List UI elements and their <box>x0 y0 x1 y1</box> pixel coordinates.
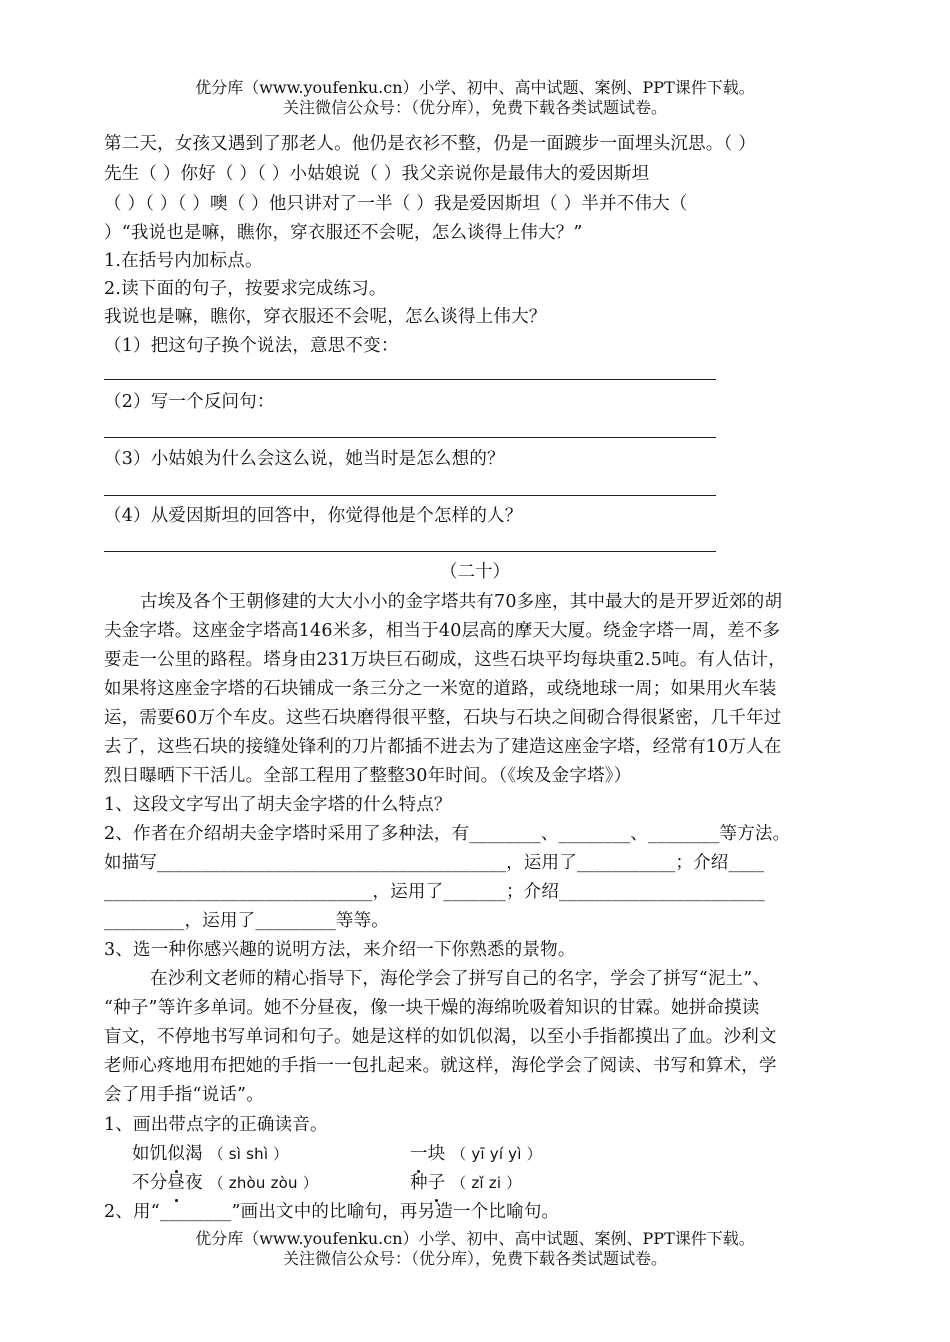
dotted-char: 似 <box>167 1141 185 1167</box>
pronunciation-item <box>410 1141 542 1167</box>
answer-line[interactable] <box>104 379 716 380</box>
dotted-char: 一 <box>410 1141 428 1167</box>
sub-question-1: （1）把这句子换个说法，意思不变： <box>104 336 399 356</box>
pinyin-options[interactable]: （ zhòu zòu ） <box>208 1174 318 1192</box>
passage-line: 要走一公里的路程。塔身由231万块巨石砌成，这些石块平均每块重2.5吨。有人估计， <box>104 650 786 670</box>
pronunciation-item <box>132 1170 318 1196</box>
question-3: 3、选一种你感兴趣的说明方法，来介绍一下你熟悉的景物。 <box>104 940 576 960</box>
word-suffix: 夜 <box>185 1173 203 1193</box>
pinyin-options[interactable]: （ sì shì ） <box>208 1145 289 1163</box>
word-suffix: 渴 <box>185 1144 203 1164</box>
dotted-char: 子 <box>428 1170 446 1196</box>
footer-line-1: 优分库（www.youfenku.cn）小学、初中、高中试题、案例、PPT课件下载。 <box>195 1229 755 1248</box>
pinyin-options[interactable]: （ zǐ zi ） <box>451 1174 522 1192</box>
passage-line: 古埃及各个王朝修建的大大小小的金字塔共有70多座，其中最大的是开罗近郊的胡 <box>140 592 783 612</box>
answer-line[interactable] <box>104 551 716 552</box>
passage-line: 运，需要60万个车皮。这些石块磨得很平整，石块与石块之间砌合得很紧密，几千年过 <box>104 708 782 728</box>
passage-line: 会了用手指“说话”。 <box>104 1085 264 1105</box>
word-prefix: 种 <box>410 1173 428 1193</box>
header-line-2: 关注微信公众号：（优分库），免费下载各类试题试卷。 <box>282 98 667 117</box>
passage-line: ）“我说也是嘛，瞧你，穿衣服还不会呢，怎么谈得上伟大？” <box>104 223 583 243</box>
sub-question-4: （4）从爱因斯坦的回答中，你觉得他是个怎样的人？ <box>104 506 523 526</box>
passage-line: （ ）（ ）（ ）噢（ ）他只讲对了一半（ ）我是爱因斯坦（ ）半并不伟大（ <box>104 194 688 214</box>
question-1: 1、这段文字写出了胡夫金字塔的什么特点？ <box>104 795 452 815</box>
passage-line: 夫金字塔。这座金字塔高146米多，相当于40层高的摩天大厦。绕金字塔一周，差不多 <box>104 621 781 641</box>
passage-line: 先生（ ）你好（ ）（ ）小姑娘说（ ）我父亲说你是最伟大的爱因斯坦 <box>104 164 650 184</box>
quoted-sentence: 我说也是嘛，瞧你，穿衣服还不会呢，怎么谈得上伟大？ <box>104 307 547 327</box>
passage-line: 第二天，女孩又遇到了那老人。他仍是衣衫不整，仍是一面踱步一面埋头沉思。（ ） <box>104 134 756 154</box>
sub-question-2: （2）写一个反问句： <box>104 392 275 412</box>
pinyin-options[interactable]: （ yī yí yì ） <box>451 1145 542 1163</box>
pronunciation-item <box>132 1141 288 1167</box>
passage-line: 去了，这些石块的接缝处锋利的刀片都插不进去为了建造这座金字塔，经常有10万人在 <box>104 737 782 757</box>
question-2-fill-line: _________，运用了_________等等。 <box>104 911 389 931</box>
passage-line: 在沙利文老师的精心指导下，海伦学会了拼写自己的名字，学会了拼写“泥土”、 <box>150 969 771 989</box>
sub-question-3: （3）小姑娘为什么会这么说，她当时是怎么想的？ <box>104 449 505 469</box>
question-2: 2、用“________”画出文中的比喻句，再另造一个比喻句。 <box>104 1202 560 1222</box>
passage-line: “种子”等许多单词。她不分昼夜，像一块干燥的海绵吮吸着知识的甘霖。她拼命摸读 <box>104 998 760 1018</box>
word-prefix: 如饥 <box>132 1144 168 1164</box>
question-2-fill-line: 如描写_______________________________________，运用了___________；介绍____ <box>104 853 765 873</box>
question-1: 1.在括号内加标点。 <box>104 251 263 271</box>
question-1: 1、画出带点字的正确读音。 <box>104 1115 328 1135</box>
header-line-1: 优分库（www.youfenku.cn）小学、初中、高中试题、案例、PPT课件下载。 <box>195 78 755 97</box>
question-2-fill-line: ______________________________，运用了_______；介绍_______________________ <box>104 882 765 902</box>
passage-line: 烈日曝晒下干活儿。全部工程用了整整30年时间。（《埃及金字塔》） <box>104 766 632 786</box>
word-prefix: 不分 <box>132 1173 168 1193</box>
passage-line: 盲文，不停地书写单词和句子。她是这样的如饥似渴，以至小手指都摸出了血。沙利文 <box>104 1027 777 1047</box>
question-2: 2、作者在介绍胡夫金字塔时采用了多种法，有________、________、________等方法。 <box>104 824 791 844</box>
question-2: 2.读下面的句子，按要求完成练习。 <box>104 279 387 299</box>
pronunciation-item <box>410 1170 521 1196</box>
answer-line[interactable] <box>104 437 716 438</box>
answer-line[interactable] <box>104 495 716 496</box>
section-title: （二十） <box>440 562 510 582</box>
passage-line: 如果将这座金字塔的石块铺成一条三分之一米宽的道路，或绕地球一周；如果用火车装 <box>104 679 777 699</box>
footer-line-2: 关注微信公众号：（优分库），免费下载各类试题试卷。 <box>282 1249 667 1268</box>
passage-line: 老师心疼地用布把她的手指一一包扎起来。就这样，海伦学会了阅读、书写和算术，学 <box>104 1056 777 1076</box>
dotted-char: 昼 <box>167 1170 185 1196</box>
word-suffix: 块 <box>427 1144 446 1164</box>
